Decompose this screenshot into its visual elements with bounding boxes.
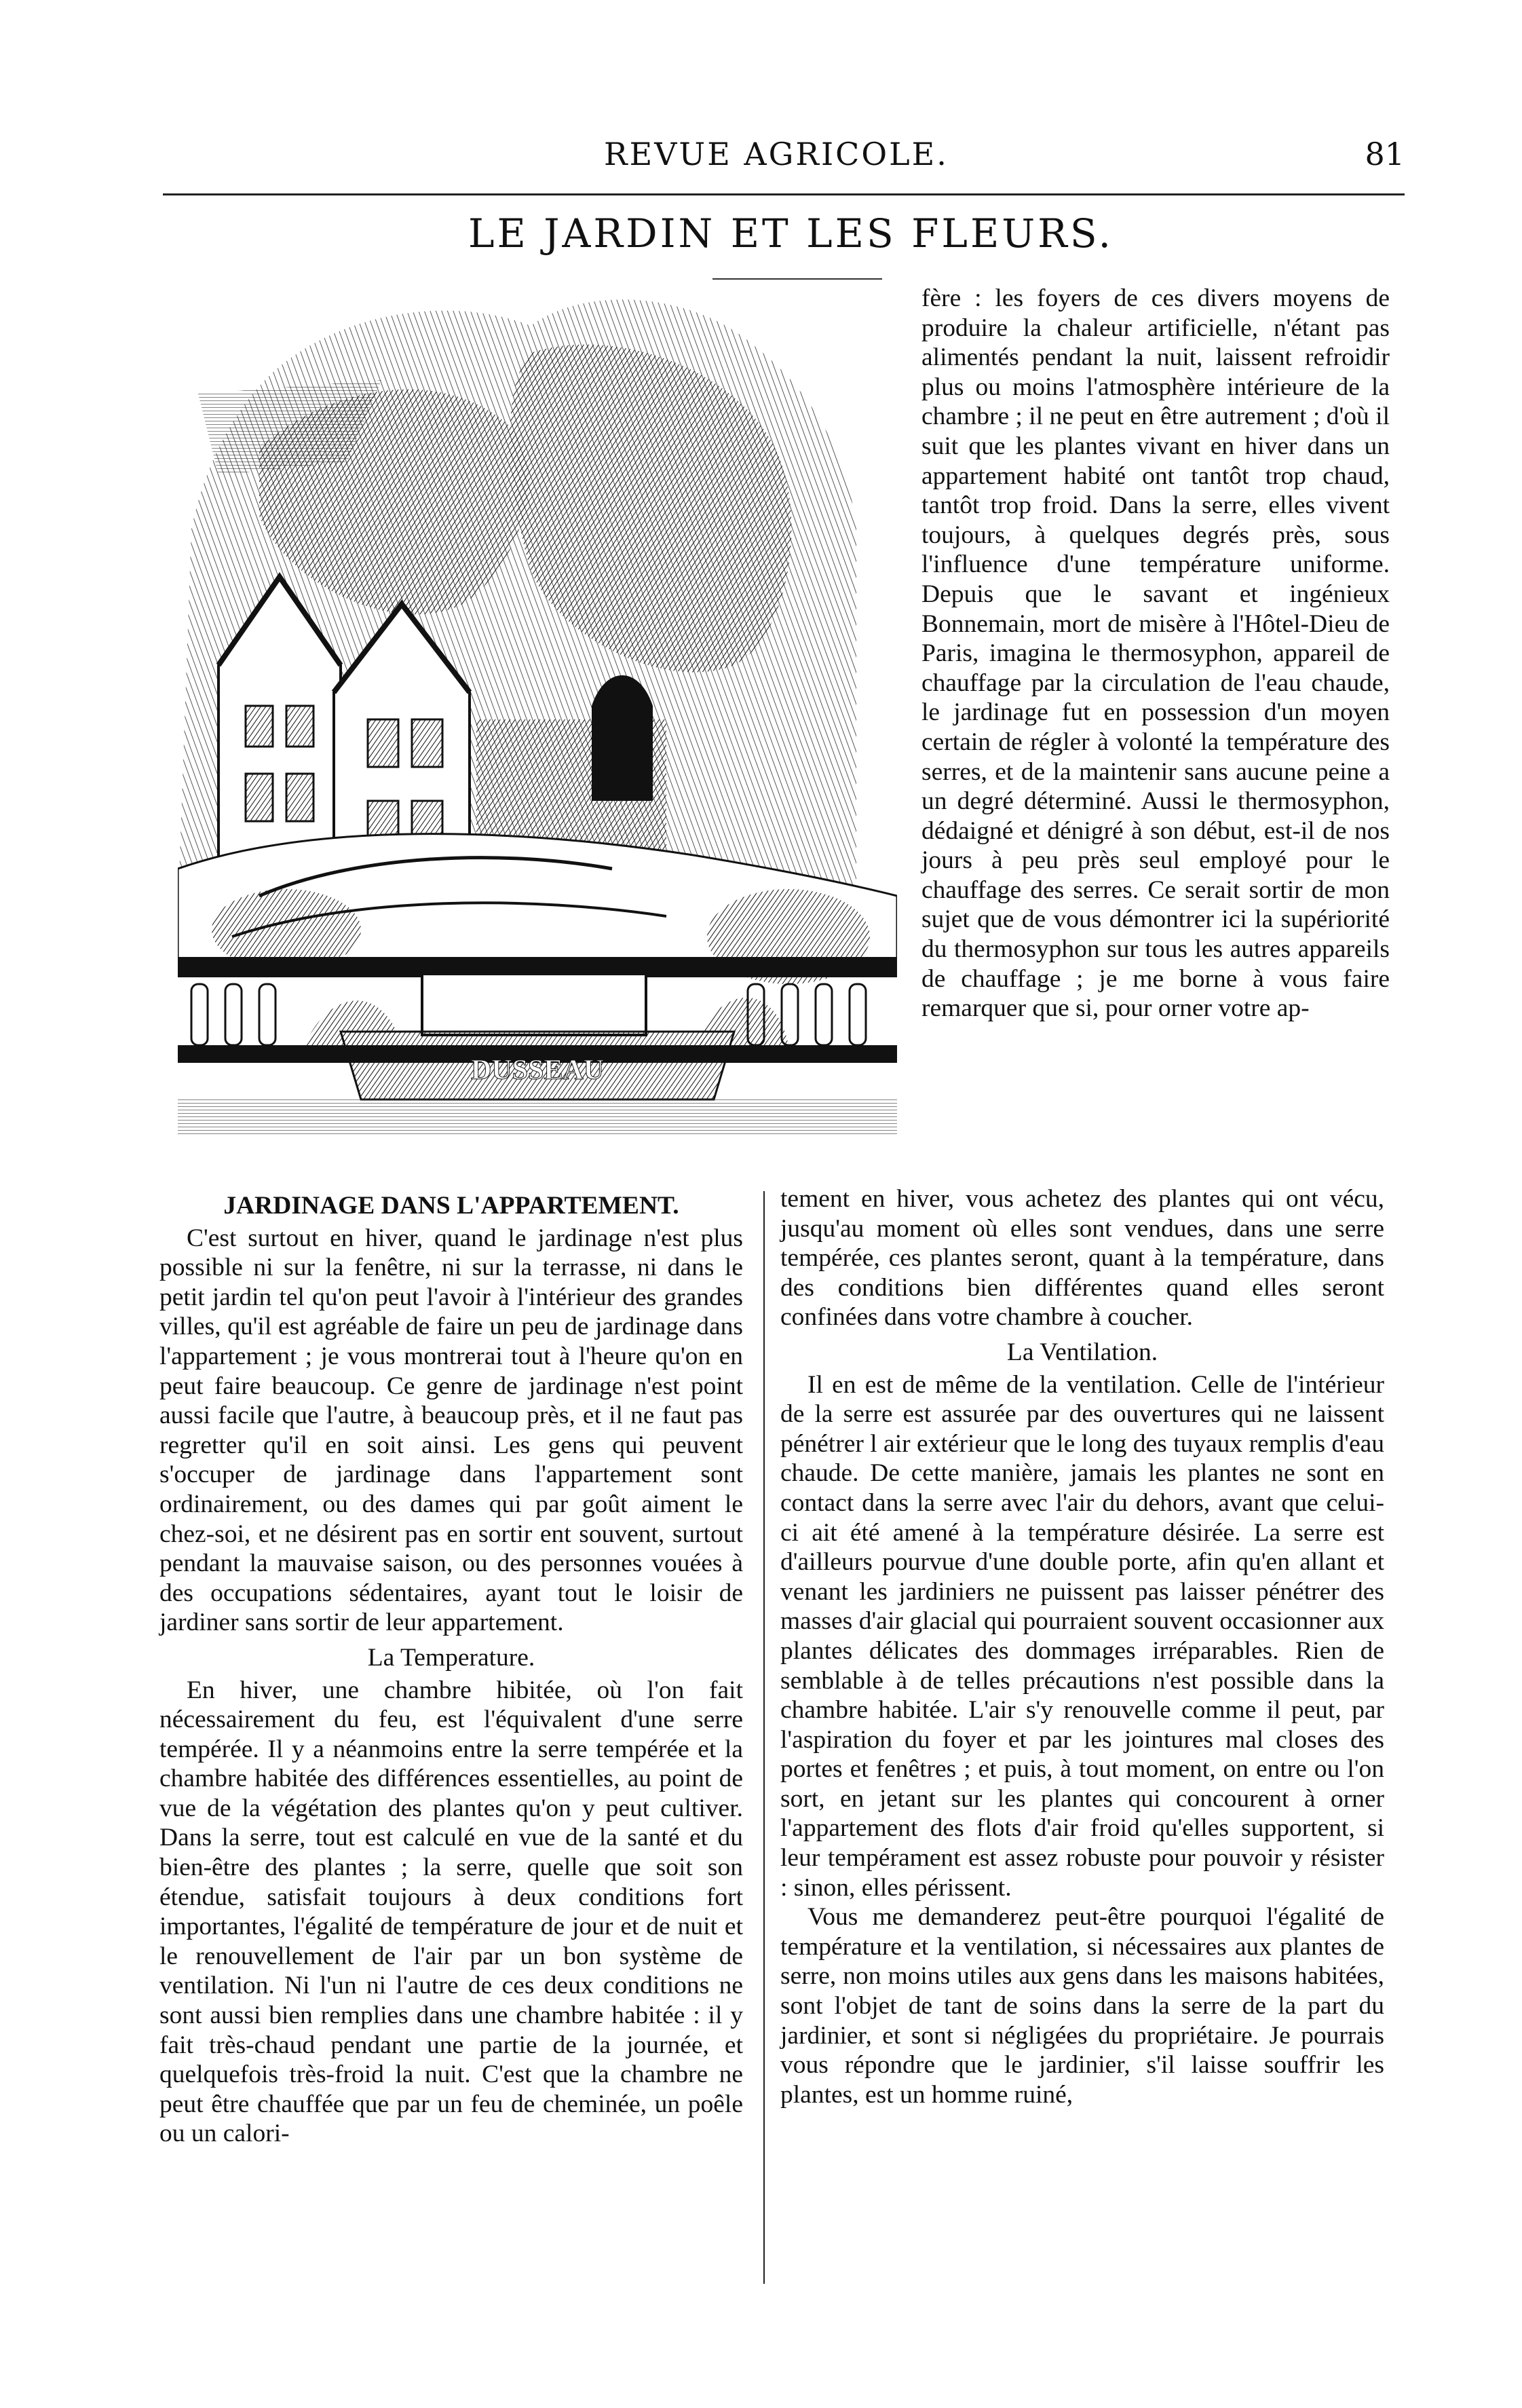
paragraph-intro: C'est surtout en hiver, quand le jardinage n'est plus possible ni sur la fenêtre, ni sur la terrasse, ni dans le petit jardin tel qu'on peut l'avoir à l'intérieur des grandes villes, qu'il est agréable de faire un peu de jardinage dans l'appartement ; je vous montrerai tout à l'heure qu'on en peut faire beaucoup. Ce genre de jardinage n'est point aussi facile que l'autre, à beaucoup près, et il ne faut pas regretter qu'il en soit ainsi. Les gens qui peuvent s'occuper de jardinage dans l'appartement sont ordinairement, ou des dames qui par goût aiment le chez-soi, et ne désirent pas en sortir ent souvent, surtout pendant la mauvaise saison, ou des personnes vouées à des occupations sédentaires, ayant tout le loisir de jardiner sans sortir de leur appartement. [159, 1224, 743, 1637]
paragraph-chauffage: fère : les foyers de ces divers moyens de produire la chaleur artificielle, n'étant pas alimentés pendant la nuit, laissent refroidir plus ou moins l'atmosphère intérieure de la chambre ; il ne peut en être autrement ; d'où il suit que les plantes vivant en hiver dans un appartement habité ont tantôt trop chaud, tantôt trop froid. Dans la serre, elles vivent toujours, à quelques degrés près, sous l'influence d'une température uniforme. Depuis que le savant et ingénieux Bonnemain, mort de misère à l'Hôtel-Dieu de Paris, imagina le thermosyphon, appareil de chauffage par la circulation de l'eau chaude, le jardinage fut en possession d'un moyen certain de régler à volonté la température des serres, et de la maintenir sans aucune peine a un degré déterminé. Aussi le thermosyphon, dédaigné et dénigré à son début, est-il de nos jours à peu près seul employé pour le chauffage des serres. Ce serait sortir de mon sujet que de vous démontrer ici la supériorité du thermosyphon sur tous les autres appareils de chauffage ; je me borne à vous faire remarquer que si, pour orner votre ap- [921, 284, 1390, 1023]
illustration-caption: JARDINAGE DANS L'APPARTEMENT. [223, 1192, 679, 1220]
illustration-inscription: DUSSEAU [470, 1055, 605, 1086]
subhead-ventilation: La Ventilation. [1006, 1338, 1158, 1366]
left-column [159, 1191, 743, 2291]
paragraph-continued: tement en hiver, vous achetez des plantes qui ont vécu, jusqu'au moment où elles sont vendues, dans une serre tempérée, ces plantes seront, quant à la température, dans des conditions bien différentes quand elles seront confinées dans votre chambre à coucher. [780, 1185, 1384, 1332]
paragraph-question: Vous me demanderez peut-être pourquoi l'égalité de température et la ventilation, si nécessaires aux plantes de serre, non moins utiles aux gens dans les maisons habitées, sont l'objet de tant de soins dans la serre de la part du jardinier, et sont si négligées du propriétaire. Je pourrais vous répondre que le jardinier, s'il laisse souffrir les plantes, est un homme ruiné, [780, 1903, 1384, 2109]
garden-engraving-illustration [178, 285, 897, 1137]
right-column-top [921, 284, 1390, 1186]
paragraph-temperature: En hiver, une chambre hibitée, où l'on fait nécessairement du feu, est l'équivalent d'une serre tempérée. Il y a néanmoins entre la serre tempérée et la chambre habitée des différences essentielles, au point de vue de la végétation des plantes qu'on y peut cultiver. Dans la serre, tout est calculé en vue de la santé et du bien-être des plantes ; la serre, quelle que soit son étendue, satisfait toujours à deux conditions fort importantes, l'égalité de température de jour et de nuit et le renouvellement de l'air par un bon système de ventilation. Ni l'un ni l'autre de ces deux conditions ne sont aussi bien remplies dans une chambre habitée : il y fait très-chaud pendant une partie de la journée, et quelquefois très-froid la nuit. C'est que la chambre ne peut être chauffée que par un feu de cheminée, un poêle ou un calori- [159, 1676, 743, 2148]
column-rule [763, 1191, 765, 2284]
paragraph-ventilation: Il en est de même de la ventilation. Celle de l'intérieur de la serre est assurée par des ouvertures qui ne laissent pénétrer l air extérieur que le long des tuyaux remplis d'eau chaude. De cette manière, jamais les plantes ne sont en contact dans la serre avec l'air du dehors, avant que celui-ci ait été amené à la température désirée. La serre est d'ailleurs pourvue d'une double porte, afin qu'en allant et venant les jardiniers ne puissent pas laisser pénétrer des masses d'air glacial qui pourraient souvent occasionner aux plantes délicates des dommages irréparables. Rien de semblable à de telles précautions n'est possible dans la chambre habitée. L'air s'y renouvelle comme il peut, par l'aspiration du foyer et par les jointures mal closes des portes et fenêtres ; et puis, à tout moment, on entre ou l'on sort, en jetant sur les plantes qui concourent à orner l'appartement des flots d'air froid qu'elles supportent, si leur tempérament est assez robuste pour pouvoir y résister : sinon, elles périssent. [780, 1370, 1384, 1902]
right-column-body [780, 1184, 1384, 2325]
title-rule [712, 278, 882, 280]
subhead-temperature: La Temperature. [367, 1643, 535, 1672]
header-rule [163, 193, 1405, 195]
section-title: LE JARDIN ET LES FLEURS. [468, 210, 1114, 257]
running-head [163, 129, 1405, 183]
page-number: 81 [1365, 136, 1405, 172]
running-title: REVUE AGRICOLE. [604, 136, 949, 172]
